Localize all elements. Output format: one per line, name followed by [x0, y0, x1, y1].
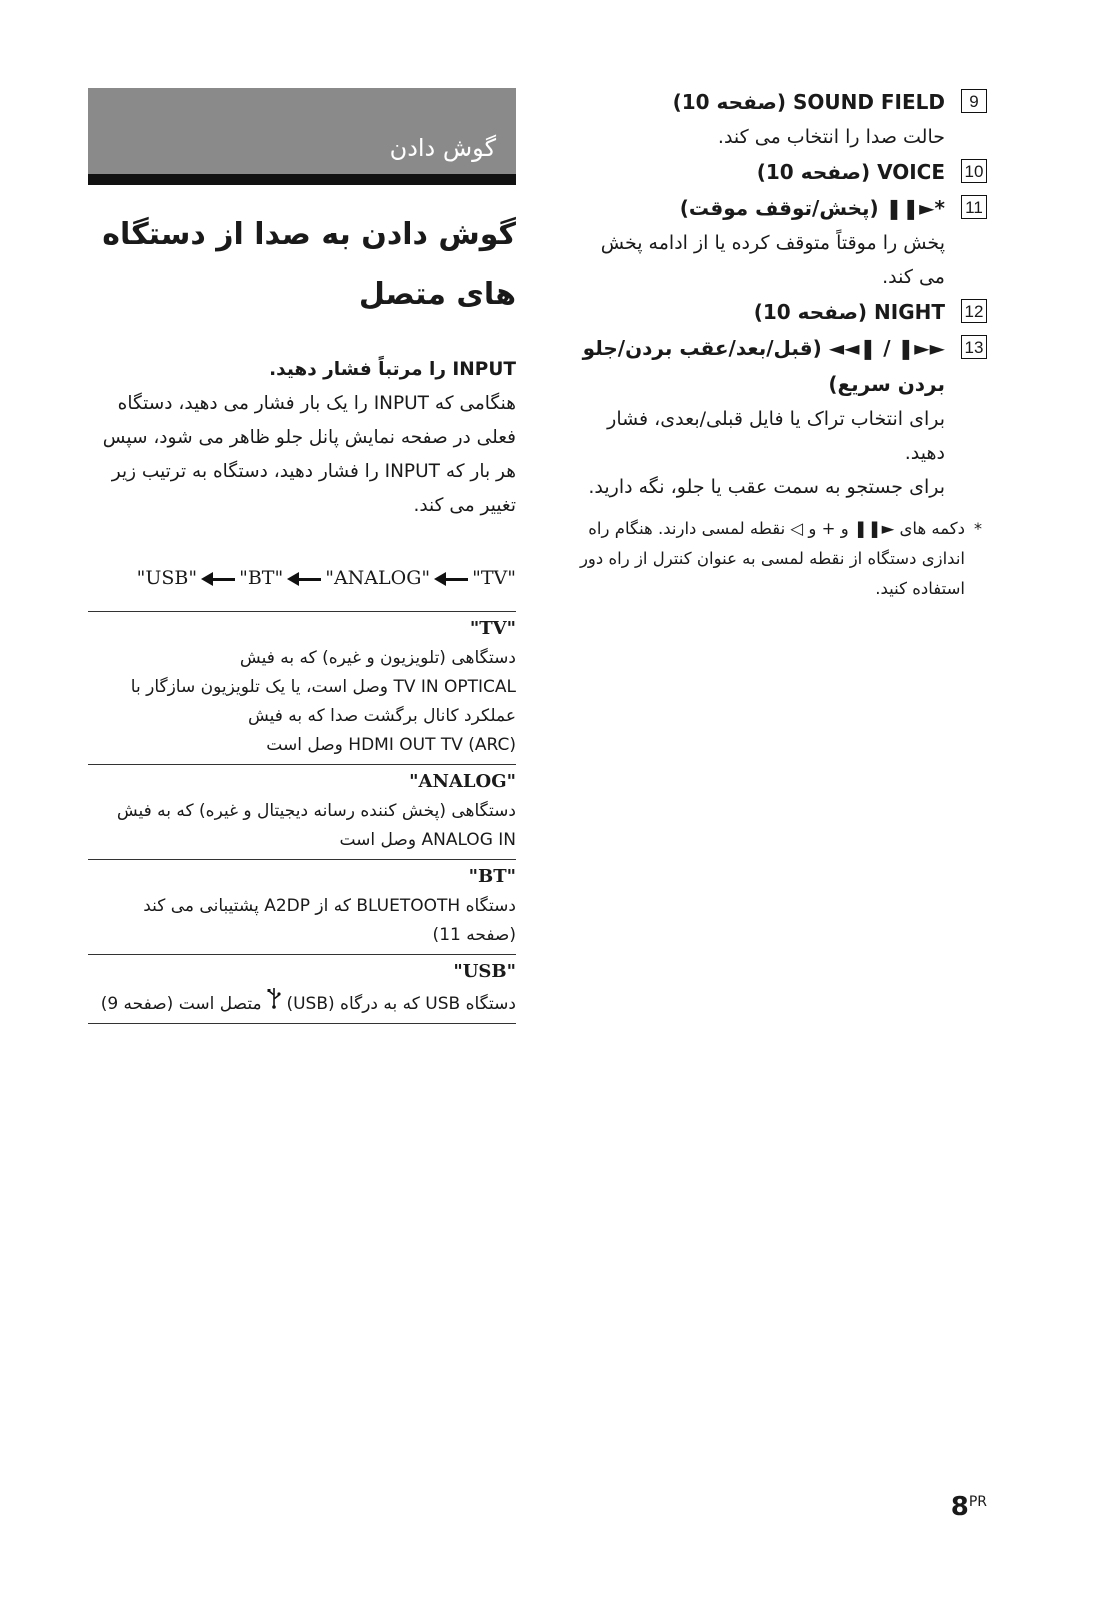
item-number: 12	[961, 299, 987, 323]
arrow-left-icon	[201, 576, 235, 582]
input-para-line: فعلی در صفحه نمایش پانل جلو ظاهر می شود، سپس	[102, 427, 516, 448]
input-name: "TV"	[469, 618, 516, 639]
input-desc-line	[88, 987, 516, 1019]
sequence-usb: "USB"	[136, 567, 198, 589]
item-12	[575, 294, 987, 330]
item-title: ►►❚ / ❚◄◄ (قبل/بعد/عقب بردن/جلو بردن سریع)	[582, 336, 945, 396]
page-number	[951, 1492, 987, 1522]
input-heading: INPUT را مرتباً فشار دهید.	[269, 359, 516, 380]
item-desc: برای انتخاب تراک یا فایل قبلی/بعدی، فشار	[607, 408, 945, 430]
usb-icon	[267, 987, 281, 1018]
item-title: NIGHT (صفحه 10)	[753, 300, 945, 324]
item-11	[575, 190, 987, 294]
arrow-left-icon	[434, 576, 468, 582]
input-desc-line: TV IN OPTICAL وصل است، یا یک تلویزیون سازگار با	[130, 677, 516, 697]
input-para-line: هر بار که INPUT را فشار دهید، دستگاه به ترتیب زیر	[111, 461, 516, 482]
asterisk-icon: *	[974, 519, 982, 538]
input-name: "ANALOG"	[409, 771, 516, 792]
input-entry-usb	[88, 955, 516, 1024]
input-desc-line: دستگاه BLUETOOTH که از A2DP پشتیبانی می کند	[143, 896, 516, 916]
section-banner	[88, 88, 516, 185]
input-entry-tv	[88, 612, 516, 765]
item-title: *►❚❚ (پخش/توقف موقت)	[679, 196, 945, 220]
item-desc: می کند.	[882, 266, 945, 288]
sequence-analog: "ANALOG"	[325, 567, 431, 589]
input-desc-line: دستگاهی (تلویزیون و غیره) که به فیش	[239, 648, 516, 668]
usb-line-end: متصل است (صفحه 9)	[100, 994, 262, 1014]
sequence-tv: "TV"	[472, 567, 516, 589]
input-entry-analog	[88, 765, 516, 860]
input-sequence	[88, 563, 516, 593]
input-entry-bt	[88, 860, 516, 955]
input-desc-line: (صفحه 11)	[432, 925, 516, 945]
page-suffix: PR	[968, 1494, 987, 1510]
item-desc: دهید.	[904, 442, 945, 464]
item-number: 13	[961, 335, 987, 359]
item-number: 11	[961, 195, 987, 219]
item-number: 10	[961, 159, 987, 183]
item-10	[575, 154, 987, 190]
page-title: گوش دادن به صدا از دستگاه های متصل	[102, 217, 516, 312]
input-desc-line: HDMI OUT TV (ARC) وصل است	[266, 735, 516, 755]
item-desc: برای جستجو به سمت عقب یا جلو، نگه دارید.	[588, 476, 945, 498]
footnote-text: دکمه های ►❚❚ و + و ◁ نقطه لمسی دارند. هنگام راه اندازی دستگاه از نقطه لمسی به عنوان کنترل از راه دور استفاده کنید.	[579, 519, 965, 598]
usb-line-start: دستگاه USB که به درگاه (USB)	[286, 994, 516, 1014]
input-name: "BT"	[468, 866, 516, 887]
section-label: گوش دادن	[389, 134, 496, 162]
footnote	[575, 514, 987, 604]
input-para-line: هنگامی که INPUT را یک بار فشار می دهید، دستگاه	[117, 393, 516, 414]
item-9	[575, 84, 987, 154]
arrow-left-icon	[287, 576, 321, 582]
right-column	[575, 84, 987, 604]
sequence-bt: "BT"	[239, 567, 284, 589]
input-desc-line: عملکرد کانال برگشت صدا که به فیش	[247, 706, 516, 726]
input-desc-line: ANALOG IN وصل است	[339, 830, 516, 850]
input-desc-line: دستگاهی (پخش کننده رسانه دیجیتال و غیره) که به فیش	[116, 801, 516, 821]
input-name: "USB"	[453, 961, 516, 982]
left-column	[88, 88, 516, 1024]
item-number: 9	[961, 89, 987, 113]
input-para-line: تغییر می کند.	[413, 495, 516, 516]
page-number-value: 8	[950, 1492, 969, 1522]
item-title: SOUND FIELD (صفحه 10)	[672, 90, 945, 114]
input-table	[88, 611, 516, 1024]
item-desc: حالت صدا را انتخاب می کند.	[717, 126, 945, 148]
item-13	[575, 330, 987, 504]
item-title: VOICE (صفحه 10)	[756, 160, 945, 184]
item-desc: پخش را موقتاً متوقف کرده یا از ادامه پخش	[600, 232, 945, 254]
